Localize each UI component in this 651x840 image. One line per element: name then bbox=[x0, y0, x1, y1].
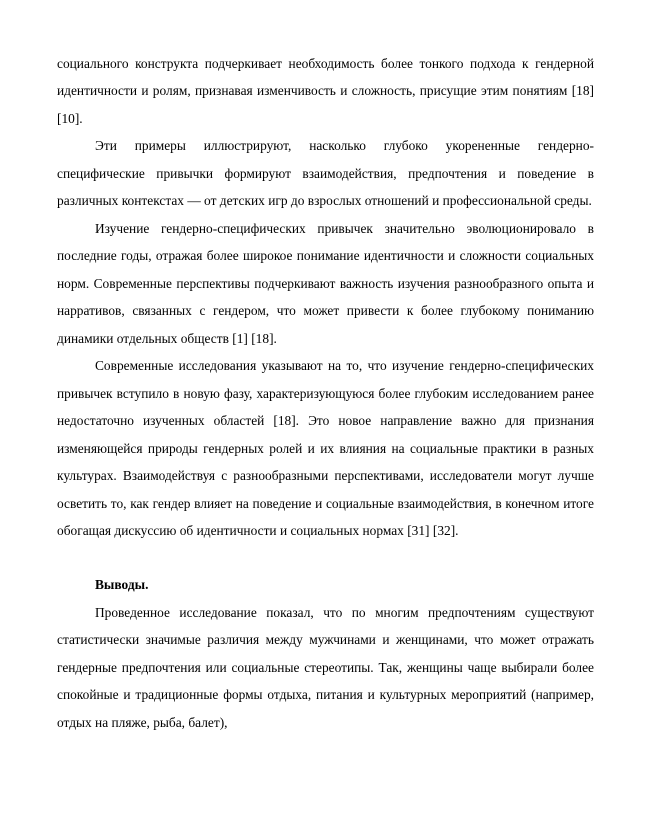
document-text-body bbox=[57, 50, 594, 736]
heading-conclusions: Выводы. bbox=[95, 577, 149, 593]
paragraph-conclusion-body: Проведенное исследование показал, что по многим предпочтениям существуют статистически значимые различия между мужчинами и женщинами, что может отражать гендерные предпочтения или социальные стереотипы. Так, женщины чаще выбирали более спокойные и традиционные формы отдыха, питания и культурных мероприятий (например, отдых на пляже, рыба, балет), bbox=[57, 604, 594, 730]
paragraph-continued: социального конструкта подчеркивает необходимость более тонкого подхода к гендерной идентичности и ролям, признавая изменчивость и сложность, присущие этим понятиям [18][10]. bbox=[57, 56, 594, 126]
paragraph-modern-research: Современные исследования указывают на то, что изучение гендерно-специфических привычек вступило в новую фазу, характеризующуюся более глубоким исследованием ранее недостаточно изученных областей [18]. Это новое направление важно для признания изменяющейся природы гендерных ролей и их влияния на социальные практики в разных культурах. Взаимодействуя с разнообразными перспективами, исследователи могут лучше осветить то, как гендер влияет на поведение и социальные взаимодействия, в конечном итоге обогащая дискуссию об идентичности и социальных нормах [31] [32]. bbox=[57, 358, 594, 538]
paragraph-spacer bbox=[57, 544, 594, 571]
paragraph-examples: Эти примеры иллюстрируют, насколько глубоко укорененные гендерно-специфические привычки формируют взаимодействия, предпочтения и поведение в различных контекстах — от детских игр до взрослых отношений и профессиональной среды. bbox=[57, 138, 594, 209]
paragraph-study-evolution: Изучение гендерно-специфических привычек значительно эволюционировало в последние годы, отражая более широкое понимание идентичности и сложности социальных норм. Современные перспективы подчеркивают важность изучения разнообразного опыта и нарративов, связанных с гендером, что может привести к более глубокому пониманию динамики отдельных обществ [1] [18]. bbox=[57, 220, 594, 346]
